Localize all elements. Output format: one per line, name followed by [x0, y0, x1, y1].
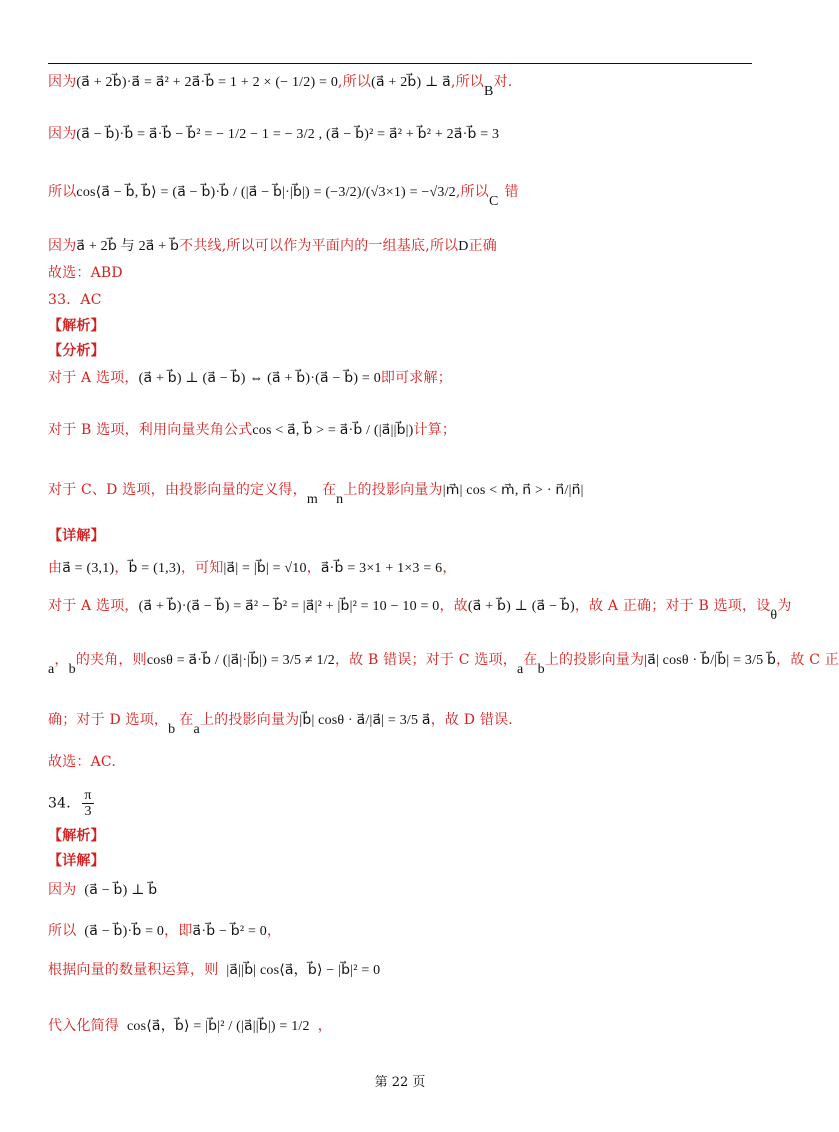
- line-23: 根据向量的数量积运算，则 |a⃗||b⃗| cos⟨a⃗，b⃗⟩ − |b⃗|² = 0: [48, 962, 381, 978]
- math-expr: (a⃗ + b⃗)·(a⃗ − b⃗) = a⃗² − b⃗² = |a⃗|² + |b⃗|² = 10 − 10 = 0: [138, 599, 440, 614]
- math-expr: cos⟨a⃗ − b⃗, b⃗⟩ = (a⃗ − b⃗)·b⃗ / (|a⃗ − b⃗|·|b⃗|) = (−3/2)/(√3×1) = −√3/2: [76, 185, 456, 200]
- line-16: 确；对于 D 选项，b在a上的投影向量为|b⃗| cosθ · a⃗/|a⃗| = 3/5 a⃗，故 D 错误.: [48, 712, 513, 737]
- line-3: 所以cos⟨a⃗ − b⃗, b⃗⟩ = (a⃗ − b⃗)·b⃗ / (|a⃗ − b⃗|·|b⃗|) = (−3/2)/(√3×1) = −√3/2,所以C错: [48, 184, 519, 209]
- math-expr: (a⃗ − b⃗)·b⃗ = a⃗·b⃗ − b⃗² = − 1/2 − 1 = − 3/2 , (a⃗ − b⃗)² = a⃗² + b⃗² + 2a⃗·b⃗ = 3: [76, 127, 500, 142]
- line-2: 因为(a⃗ − b⃗)·b⃗ = a⃗·b⃗ − b⃗² = − 1/2 − 1 = − 3/2 , (a⃗ − b⃗)² = a⃗² + b⃗² + 2a⃗·b⃗ = 3: [48, 126, 500, 142]
- line-11: 对于 C、D 选项，由投影向量的定义得，m在n上的投影向量为|m⃗| cos < m⃗, n⃗ > · n⃗/|n⃗|: [48, 482, 584, 507]
- math-expr: a⃗·b⃗ − b⃗² = 0: [192, 924, 267, 939]
- line-15: a，b的夹角，则cosθ = a⃗·b⃗ / (|a⃗|·|b⃗|) = 3/5 ≠ 1/2，故 B 错误；对于 C 选项，a在b上的投影向量为|a⃗| cosθ · b⃗/|b⃗| = 3/5 b⃗，故 C 正: [48, 652, 839, 677]
- line-7: 【解析】: [48, 318, 105, 334]
- math-expr: cosθ = a⃗·b⃗ / (|a⃗|·|b⃗|) = 3/5 ≠ 1/2: [146, 653, 335, 668]
- line-6: 33．AC: [48, 292, 102, 308]
- math-expr: |m⃗| cos < m⃗, n⃗ > · n⃗/|n⃗|: [442, 483, 584, 498]
- line-14: 对于 A 选项，(a⃗ + b⃗)·(a⃗ − b⃗) = a⃗² − b⃗² = |a⃗|² + |b⃗|² = 10 − 10 = 0，故(a⃗ + b⃗) ⊥ (a⃗ − b⃗)，故 A 正确；对于 B 选项，设θ为: [48, 598, 792, 623]
- line-22: 所以 (a⃗ − b⃗)·b⃗ = 0，即a⃗·b⃗ − b⃗² = 0，: [48, 923, 282, 939]
- answer-fraction: $\frac{\pi}{3}$: [84, 788, 92, 819]
- math-expr: |a⃗| cosθ · b⃗/|b⃗| = 3/5 b⃗: [644, 653, 777, 668]
- option-letter: C: [488, 194, 499, 209]
- line-10: 对于 B 选项，利用向量夹角公式cos < a⃗, b⃗ > = a⃗·b⃗ / (|a⃗||b⃗|)计算；: [48, 422, 457, 438]
- math-expr: (a⃗ − b⃗)·b⃗ = 0: [84, 924, 165, 939]
- math-expr: (a⃗ − b⃗) ⊥ b⃗: [84, 883, 158, 898]
- math-expr: (a⃗ + b⃗) ⊥ (a⃗ − b⃗) ⇔ (a⃗ + b⃗)·(a⃗ − b⃗) = 0: [138, 371, 381, 386]
- math-expr: |a⃗||b⃗| cos⟨a⃗，b⃗⟩ − |b⃗|² = 0: [226, 963, 381, 978]
- math-expr: cos⟨a⃗，b⃗⟩ = |b⃗|² / (|a⃗||b⃗|) = 1/2: [127, 1019, 310, 1034]
- line-8: 【分析】: [48, 343, 105, 359]
- math-expr: a⃗ + 2b⃗ 与 2a⃗ + b⃗: [76, 239, 180, 254]
- line-18: 34． $\frac{\pi}{3}$: [48, 788, 92, 819]
- line-12: 【详解】: [48, 528, 105, 544]
- header-rule: [48, 63, 752, 64]
- line-20: 【详解】: [48, 853, 105, 869]
- line-24: 代入化简得 cos⟨a⃗，b⃗⟩ = |b⃗|² / (|a⃗||b⃗|) = 1/2 ，: [48, 1018, 332, 1034]
- line-17: 故选：AC.: [48, 754, 116, 770]
- math-expr: |b⃗| cosθ · a⃗/|a⃗| = 3/5 a⃗: [299, 713, 431, 728]
- line-9: 对于 A 选项，(a⃗ + b⃗) ⊥ (a⃗ − b⃗) ⇔ (a⃗ + b⃗)·(a⃗ − b⃗) = 0即可求解；: [48, 370, 452, 386]
- line-21: 因为 (a⃗ − b⃗) ⊥ b⃗: [48, 882, 158, 898]
- line-19: 【解析】: [48, 828, 105, 844]
- line-5: 故选：ABD: [48, 265, 123, 281]
- math-expr: (a⃗ + 2b⃗)·a⃗ = a⃗² + 2a⃗·b⃗ = 1 + 2 × (− 1/2) = 0: [76, 75, 339, 90]
- line-4: 因为a⃗ + 2b⃗ 与 2a⃗ + b⃗不共线,所以可以作为平面内的一组基底,所以D正确: [48, 238, 497, 254]
- math-expr: cos < a⃗, b⃗ > = a⃗·b⃗ / (|a⃗||b⃗|): [252, 423, 414, 438]
- option-letter: B: [484, 84, 494, 99]
- page-number: 第 22 页: [374, 1075, 426, 1090]
- line-13: 由a⃗ = (3,1)，b⃗ = (1,3)，可知|a⃗| = |b⃗| = √10，a⃗·b⃗ = 3×1 + 1×3 = 6，: [48, 560, 457, 576]
- line-1: 因为(a⃗ + 2b⃗)·a⃗ = a⃗² + 2a⃗·b⃗ = 1 + 2 × (− 1/2) = 0,所以(a⃗ + 2b⃗) ⊥ a⃗,所以B对.: [48, 74, 513, 99]
- math-expr: (a⃗ + 2b⃗) ⊥ a⃗: [371, 75, 451, 90]
